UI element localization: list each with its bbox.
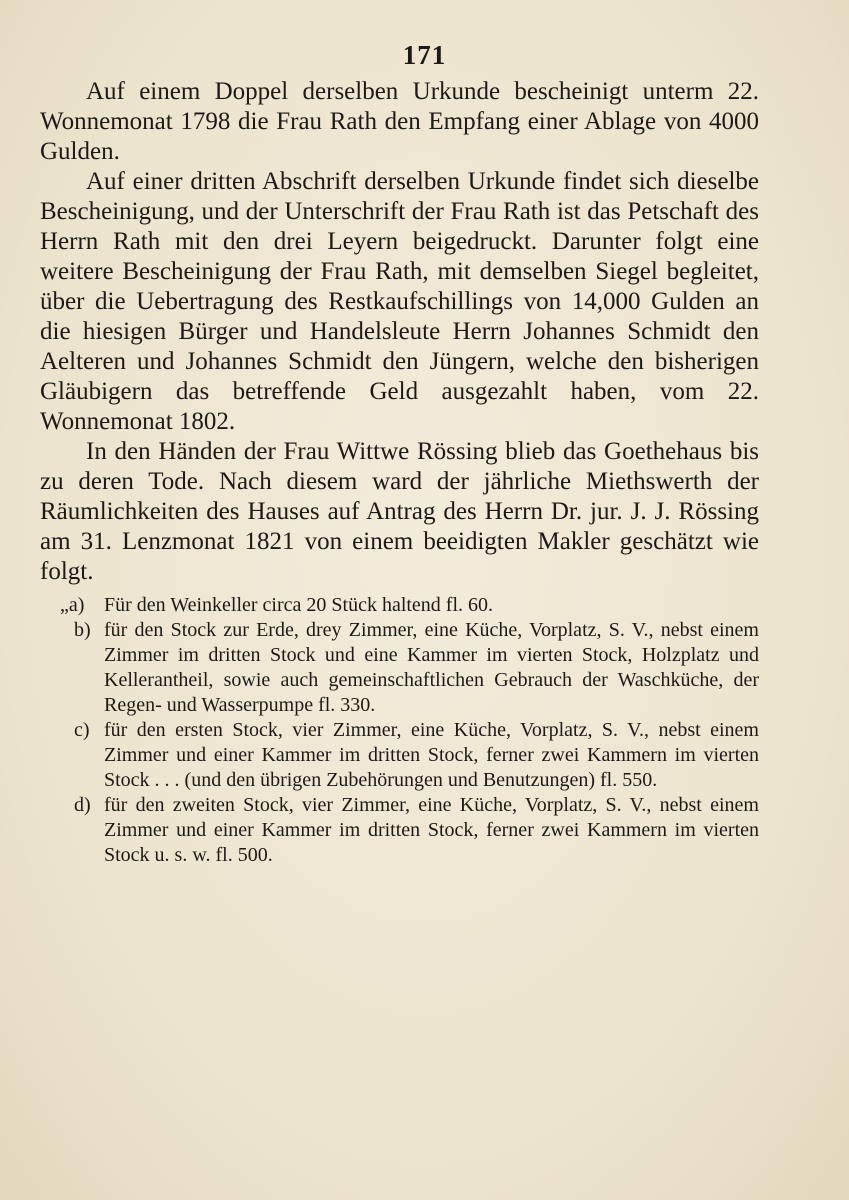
item-marker: b) — [74, 619, 91, 641]
paragraph-2: Auf einer dritten Abschrift derselben Urkunde findet sich dieselbe Bescheinigung, und der Unterschrift der Frau Rath ist das Petschaft des Herrn Rath mit den drei Leyern beigedruckt. Darunter folgt eine weitere Bescheinigung der Frau Rath, mit demselben Siegel begleitet, über die Uebertragung des Restkaufschillings von 14,000 Gulden an die hiesigen Bürger und Handelsleute Herrn Johannes Schmidt den Aelteren und Johannes Schmidt den Jüngern, welche den bisherigen Gläubigern das betreffende Geld ausgezahlt haben, vom 22. Wonnemonat 1802. — [40, 168, 759, 435]
item-text: für den ersten Stock, vier Zimmer, eine Küche, Vorplatz, S. V., nebst einem Zimmer und einer Kammer im dritten Stock, ferner zwei Kammern im vierten Stock . . . (und den übrigen Zubehörungen und Benutzungen) fl. 550. — [104, 719, 759, 791]
paragraph-1: Auf einem Doppel derselben Urkunde bescheinigt unterm 22. Wonnemonat 1798 die Frau Rath den Empfang einer Ablage von 4000 Gulden. — [40, 78, 759, 165]
item-text: für den Stock zur Erde, drey Zimmer, eine Küche, Vorplatz, S. V., nebst einem Zimmer im dritten Stock und eine Kammer im vierten Stock, Holzplatz und Kellerantheil, sowie auch gemeinschaftlichen Gebrauch der Waschküche, der Regen- und Wasserpumpe fl. 330. — [104, 619, 759, 716]
list-item — [40, 793, 759, 868]
item-marker: d) — [74, 794, 91, 816]
list-item — [40, 718, 759, 793]
valuation-list — [40, 593, 759, 868]
item-text: Für den Weinkeller circa 20 Stück haltend fl. 60. — [104, 594, 494, 616]
page-number: 171 — [402, 40, 447, 70]
item-text: für den zweiten Stock, vier Zimmer, eine Küche, Vorplatz, S. V., nebst einem Zimmer und einer Kammer im dritten Stock, ferner zwei Kammern im vierten Stock u. s. w. fl. 500. — [104, 794, 759, 866]
item-marker: c) — [74, 719, 90, 741]
paragraph-3: In den Händen der Frau Wittwe Rössing blieb das Goethehaus bis zu deren Tode. Nach diesem ward der jährliche Miethswerth der Räumlichkeiten des Hauses auf Antrag des Herrn Dr. jur. J. J. Rössing am 31. Lenzmonat 1821 von einem beeidigten Makler geschätzt wie folgt. — [40, 438, 759, 585]
list-item — [40, 593, 759, 618]
item-marker: „a) — [60, 594, 85, 616]
list-item — [40, 618, 759, 718]
